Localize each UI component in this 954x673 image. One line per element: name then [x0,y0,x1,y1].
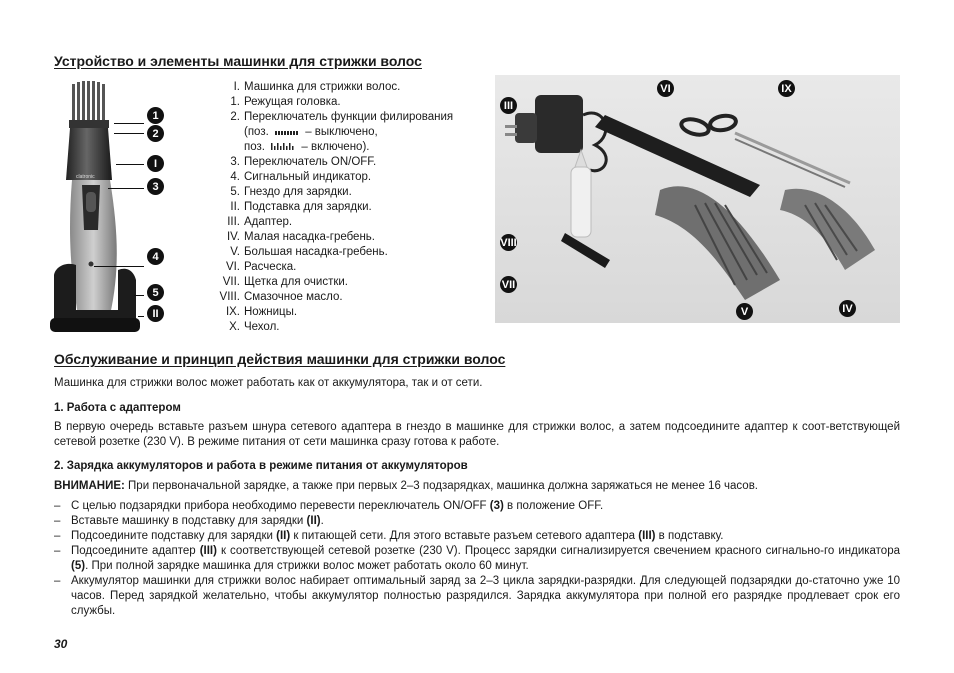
list-item: – С целью подзарядки прибора необходимо перевести переключатель ON/OFF (3) в положение OFF. [54,500,604,512]
list-item: IX. Ножницы. [225,306,298,318]
callout-5: 5 [147,284,164,301]
section-1-title: 1. Работа с адаптером [54,402,181,414]
heading-service: Обслуживание и принцип действия машинки для стрижки волос [54,351,506,367]
callout-1: 1 [147,107,164,124]
section-1-body: В первую очередь вставьте разъем шнура сетевого адаптера в гнездо в машинке для стрижки волос, а затем подсоедините адаптер к соот-ветствующей сетевой розетке (230 V). В режиме питания от сети машинка сразу готова к работе. [54,421,900,448]
photo-label-VII: VII [500,276,517,293]
list-item: 3. Переключатель ON/OFF. [230,156,377,168]
callout-line [114,123,144,124]
callout-2: 2 [147,125,164,142]
section-2-title: 2. Зарядка аккумуляторов и работа в режиме питания от аккумуляторов [54,460,468,472]
list-item: 1. Режущая головка. [230,96,341,108]
list-item: (поз. – выключено, [244,126,378,138]
list-item: – Вставьте машинку в подставку для зарядки (II). [54,515,324,527]
callout-line [116,164,144,165]
callout-line [108,188,144,189]
comb-position-off-icon [274,128,300,135]
photo-label-IV: IV [839,300,856,317]
list-item: 2. Переключатель функции филирования [230,111,454,123]
list-item: поз. – включено). [244,141,370,153]
list-item: III. Адаптер. [227,216,293,228]
list-item: 4. Сигнальный индикатор. [230,171,372,183]
clipper-brand-logo: clatronic [76,174,95,180]
callout-3: 3 [147,178,164,195]
photo-label-III: III [500,97,517,114]
list-item: X. Чехол. [229,321,280,333]
list-item: – Подсоедините адаптер (III) к соответствующей сетевой розетке (230 V). Процесс зарядки сигнализируется свечением красного сигнально-го индикатора (5). При полной зарядке машинка для стрижки волос может работать около 60 минут. [54,545,900,572]
callout-line [94,266,144,267]
callout-line [138,316,144,317]
accessories-image [495,75,900,323]
photo-label-V: V [736,303,753,320]
callout-II: II [147,305,164,322]
clipper-illustration [48,80,172,342]
accessories-photo [495,75,900,323]
list-item: VII. Щетка для очистки. [222,276,349,288]
callout-I: I [147,155,164,172]
photo-label-VI: VI [657,80,674,97]
list-item: – Аккумулятор машинки для стрижки волос набирает оптимальный заряд за 2–3 цикла зарядки-разрядки. Для следующей подзарядки до-статочно уже 10 часов. Перед зарядкой желательно, чтобы аккумулятор полностью разрядился. Зарядка аккумулятора при полной его разрядке продлевает срок его службы. [54,575,900,617]
list-item: I. Машинка для стрижки волос. [233,81,401,93]
parts-list [210,80,490,335]
warning-paragraph: ВНИМАНИЕ: При первоначальной зарядке, а также при первых 2–3 подзарядках, машинка должна заряжаться не менее 16 часов. [54,480,758,492]
photo-label-IX: IX [778,80,795,97]
list-item: VI. Расческа. [225,261,297,273]
photo-label-VIII: VIII [500,234,517,251]
heading-device: Устройство и элементы машинки для стрижки волос [54,53,422,69]
list-item: VIII. Смазочное масло. [219,291,343,303]
list-item: – Подсоедините подставку для зарядки (II) к питающей сети. Для этого вставьте разъем сетевого адаптера (III) в подставку. [54,530,724,542]
callout-line [134,295,144,296]
list-item: IV. Малая насадка-гребень. [226,231,375,243]
page-number: 30 [54,637,68,651]
list-item: 5. Гнездо для зарядки. [230,186,352,198]
callout-line [114,133,144,134]
callout-4: 4 [147,248,164,265]
list-item: V. Большая насадка-гребень. [230,246,388,258]
charging-steps-list [54,499,900,619]
intro-paragraph: Машинка для стрижки волос может работать как от аккумулятора, так и от сети. [54,377,483,389]
list-item: II. Подставка для зарядки. [230,201,372,213]
comb-position-on-icon [270,143,296,150]
